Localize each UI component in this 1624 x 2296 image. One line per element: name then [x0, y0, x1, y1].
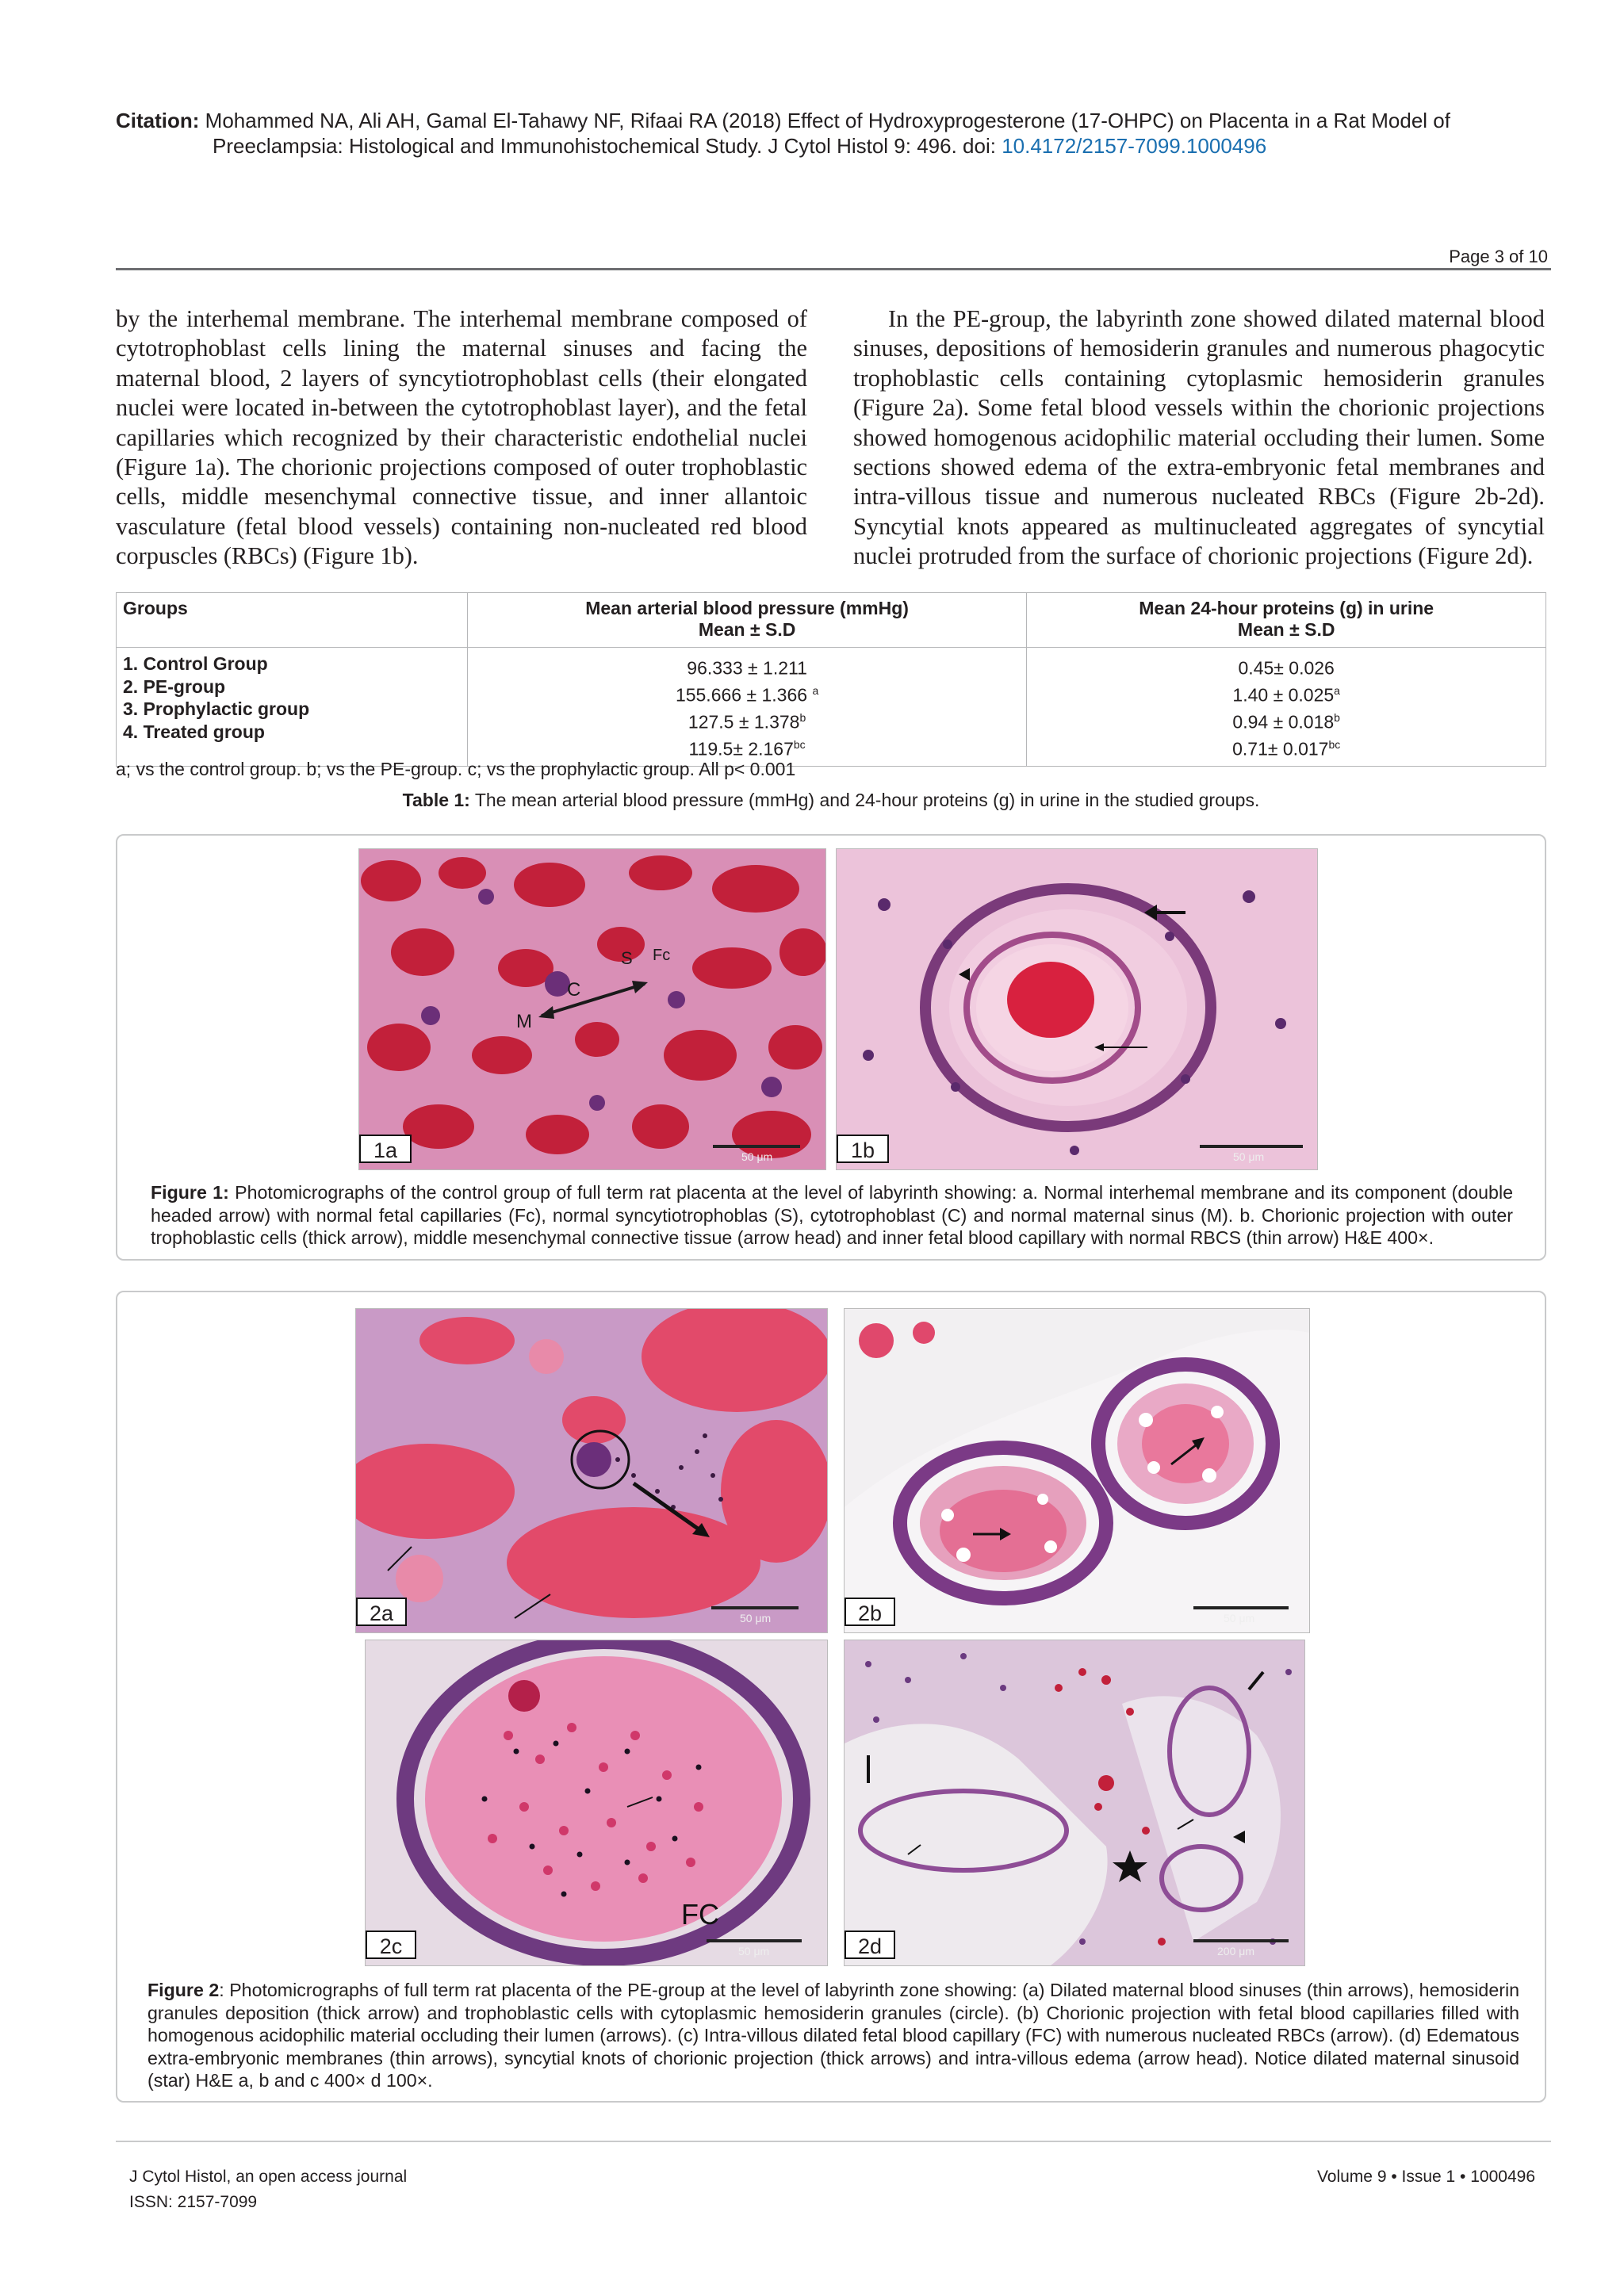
- scale-bar: [1193, 1939, 1289, 1942]
- protein-value: 0.71± 0.017$^{bc}$: [1232, 738, 1341, 760]
- proteins-cell: [1027, 648, 1546, 767]
- table-header-row: [117, 593, 1546, 648]
- figure-2a-image: [355, 1308, 828, 1633]
- figure-2d-image: [844, 1640, 1305, 1966]
- map-value: 96.333 ± 1.211: [687, 657, 807, 679]
- label-fc: FC: [681, 1898, 719, 1931]
- group-name: 3. Prophylactic group: [123, 698, 310, 719]
- header-groups: Groups: [117, 593, 468, 648]
- page-number: Page 3 of 10: [1449, 247, 1548, 266]
- scale-text: 200 μm: [1217, 1945, 1254, 1957]
- panel-label-2b: 2b: [845, 1598, 895, 1626]
- figure-1a-image: [358, 848, 826, 1170]
- doi-link[interactable]: 10.4172/2157-7099.1000496: [1002, 134, 1267, 158]
- scale-text: 50 μm: [1224, 1612, 1255, 1624]
- label-fc: Fc: [653, 947, 671, 964]
- scale-text: 50 μm: [741, 1150, 773, 1163]
- table-1: [116, 592, 1546, 767]
- table-caption: Table 1: The mean arterial blood pressure (mmHg) and 24-hour proteins (g) in urine in the studied groups.: [402, 790, 1260, 810]
- group-name: 1. Control Group: [123, 653, 268, 674]
- header-map: Mean arterial blood pressure (mmHg) Mean ± S.D: [467, 593, 1027, 648]
- groups-cell: [117, 648, 468, 767]
- scale-bar: [713, 1145, 800, 1148]
- figure-1-caption: Figure 1: Photomicrographs of the control group of full term rat placenta at the level of labyrinth showing: a. Normal interhemal membrane and its component (double headed arrow) with normal fetal capillaries (Fc), normal syncytiotrophoblas (S), cytotrophoblast (C) and normal maternal sinus (M). b. Chorionic projection with outer trophoblastic cells (thick arrow), middle mesenchymal connective tissue (arrow head) and inner fetal blood capillary with normal RBCS (thin arrow) H&E 400×.: [151, 1182, 1513, 1248]
- panel-label-2a: 2a: [356, 1598, 407, 1626]
- citation-label: Citation:: [116, 109, 200, 132]
- footer-rule: [116, 2141, 1551, 2142]
- citation: [116, 108, 1551, 159]
- figure-2-caption: Figure 2: Photomicrographs of full term rat placenta of the PE-group at the level of labyrinth zone showing: (a) Dilated maternal blood sinuses (thin arrows), hemosiderin granules deposition (thick arrow) and trophoblastic cells with cytoplasmic hemosiderin granules (circle). (b) Chorionic projection with fetal blood capillaries filled with homogenous acidophilic material occluding their lumen (arrows). (c) Intra-villous dilated fetal blood capillary (FC) with numerous nucleated RBCs (arrow). (d) Edematous extra-embryonic membranes (thin arrows), syncytial knots of chorionic projection (thick arrows) and intra-villous edema (arrow head). Notice dilated maternal sinusoid (star) H&E a, b and c 400× d 100×.: [147, 1980, 1519, 2091]
- figure-2: [116, 1291, 1546, 2103]
- scale-bar: [711, 1606, 799, 1609]
- panel-label-2c: 2c: [366, 1931, 416, 1959]
- label-m: M: [516, 1011, 532, 1032]
- protein-value: 1.40 ± 0.025$^a$: [1232, 684, 1340, 706]
- body-left-column: [116, 304, 807, 572]
- panel-label-1b: 1b: [837, 1135, 889, 1163]
- panel-label-1a: 1a: [359, 1135, 412, 1163]
- body-right-column: [853, 304, 1545, 572]
- footer-issn: ISSN: 2157-7099: [129, 2193, 258, 2211]
- figure-2c-image: [365, 1640, 828, 1966]
- figure-1b-image: [836, 848, 1318, 1170]
- scale-text: 50 μm: [738, 1945, 770, 1957]
- table-note: a; vs the control group. b; vs the PE-group. c; vs the prophylactic group. All p< 0.001: [116, 759, 796, 779]
- citation-line2: Preeclampsia: Histological and Immunohistochemical Study. J Cytol Histol 9: 496. doi:: [213, 134, 1002, 158]
- figure-1: [116, 834, 1546, 1261]
- label-c: C: [567, 979, 581, 1001]
- label-s: S: [621, 948, 633, 968]
- scale-bar: [1193, 1606, 1289, 1609]
- map-value: 119.5± 2.167$^{bc}$: [688, 738, 806, 760]
- header-proteins: Mean 24-hour proteins (g) in urine Mean ± S.D: [1027, 593, 1546, 648]
- protein-value: 0.94 ± 0.018$^b$: [1232, 711, 1340, 733]
- citation-line1: Mohammed NA, Ali AH, Gamal El-Tahawy NF, Rifaai RA (2018) Effect of Hydroxyprogesterone (17-OHPC) on Placenta in a Rat Model of: [205, 109, 1450, 132]
- header-rule: [116, 268, 1551, 270]
- body-left-paragraph: by the interhemal membrane. The interhemal membrane composed of cytotrophoblast cells lining the maternal sinuses and facing the maternal blood, 2 layers of syncytiotrophoblast cells (their elongated nuclei were located in-between the cytotrophoblast layer), and the fetal capillaries which recognized by their characteristic endothelial nuclei (Figure 1a). The chorionic projections composed of outer trophoblastic cells, middle mesenchymal connective tissue, and inner allantoic vasculature (fetal blood vessels) containing non-nucleated red blood corpuscles (RBCs) (Figure 1b).: [116, 305, 807, 570]
- footer-journal: J Cytol Histol, an open access journal: [129, 2168, 408, 2186]
- map-value: 127.5 ± 1.378$^b$: [688, 711, 806, 733]
- map-cell: [467, 648, 1027, 767]
- protein-value: 0.45± 0.026: [1238, 657, 1335, 679]
- panel-label-2d: 2d: [845, 1931, 895, 1959]
- table-body-row: [117, 648, 1546, 767]
- scale-text: 50 μm: [1233, 1150, 1265, 1163]
- group-name: 4. Treated group: [123, 721, 265, 742]
- footer-volume: Volume 9 • Issue 1 • 1000496: [1316, 2168, 1535, 2186]
- scale-bar: [707, 1939, 802, 1942]
- scale-bar: [1200, 1145, 1303, 1148]
- map-value: 155.666 ± 1.366 $^a$: [675, 684, 819, 706]
- group-name: 2. PE-group: [123, 675, 226, 697]
- scale-text: 50 μm: [740, 1612, 772, 1624]
- body-right-paragraph: In the PE-group, the labyrinth zone showed dilated maternal blood sinuses, depositions of hemosiderin granules and numerous phagocytic trophoblastic cells containing cytoplasmic hemosiderin granules (Figure 2a). Some fetal blood vessels within the chorionic projections showed homogenous acidophilic material occluding their lumen. Some sections showed edema of the extra-embryonic fetal membranes and intra-villous tissue and numerous nucleated RBCs (Figure 2b-2d). Syncytial knots appeared as multinucleated aggregates of syncytial nuclei protruded from the surface of chorionic projections (Figure 2d).: [853, 305, 1545, 570]
- figure-2b-image: [844, 1308, 1310, 1633]
